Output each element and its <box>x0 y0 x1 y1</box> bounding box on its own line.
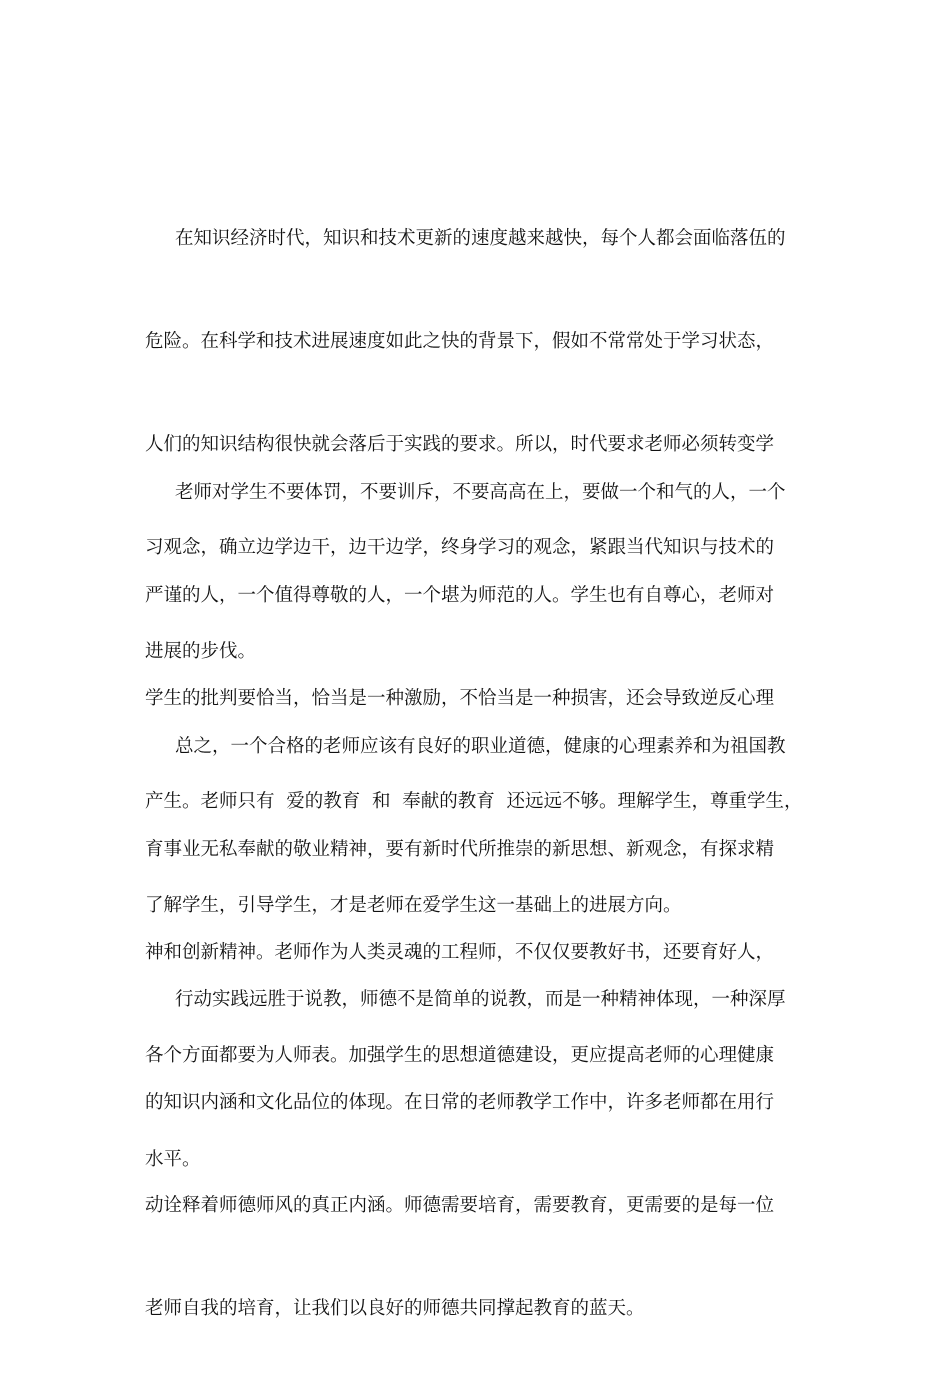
paragraph-line: 老师自我的培育，让我们以良好的师德共同撑起教育的蓝天。 <box>145 1298 645 1320</box>
paragraph-line: 进展的步伐。 <box>145 640 257 662</box>
paragraph-line: 的知识内涵和文化品位的体现。在日常的老师教学工作中，许多老师都在用行 <box>145 1092 775 1114</box>
paragraph-4 <box>145 914 810 1396</box>
paragraph-line: 了解学生，引导学生，才是老师在爱学生这一基础上的进展方向。 <box>145 894 682 916</box>
paragraph-line: 人们的知识结构很快就会落后于实践的要求。所以，时代要求老师必须转变学 <box>145 434 775 456</box>
paragraph-line: 神和创新精神。老师作为人类灵魂的工程师，不仅仅要教好书，还要育好人， <box>145 942 775 964</box>
paragraph-line: 习观念，确立边学边干，边干边学，终身学习的观念，紧跟当代知识与技术的 <box>145 537 775 559</box>
paragraph-line: 行动实践远胜于说教，师德不是简单的说教，而是一种精神体现，一种深厚 <box>175 988 786 1010</box>
paragraph-line: 总之，一个合格的老师应该有良好的职业道德，健康的心理素养和为祖国教 <box>175 735 786 757</box>
paragraph-line: 危险。在科学和技术进展速度如此之快的背景下，假如不常常处于学习状态， <box>145 331 775 353</box>
paragraph-line: 育事业无私奉献的敬业精神，要有新时代所推崇的新思想、新观念，有探求精 <box>145 839 775 861</box>
paragraph-line: 水平。 <box>145 1148 201 1170</box>
paragraph-line: 学生的批判要恰当，恰当是一种激励，不恰当是一种损害，还会导致逆反心理 <box>145 688 775 710</box>
paragraph-line: 产生。老师只有 爱的教育 和 奉献的教育 还远远不够。理解学生，尊重学生， <box>145 791 803 813</box>
paragraph-line: 动诠释着师德师风的真正内涵。师德需要培育，需要教育，更需要的是每一位 <box>145 1195 775 1217</box>
paragraph-line: 严谨的人，一个值得尊敬的人，一个堪为师范的人。学生也有自尊心，老师对 <box>145 585 775 607</box>
paragraph-line: 各个方面都要为人师表。加强学生的思想道德建设，更应提高老师的心理健康 <box>145 1045 775 1067</box>
paragraph-line: 在知识经济时代，知识和技术更新的速度越来越快，每个人都会面临落伍的 <box>175 227 786 249</box>
paragraph-line: 老师对学生不要体罚，不要训斥，不要高高在上，要做一个和气的人，一个 <box>175 481 786 503</box>
